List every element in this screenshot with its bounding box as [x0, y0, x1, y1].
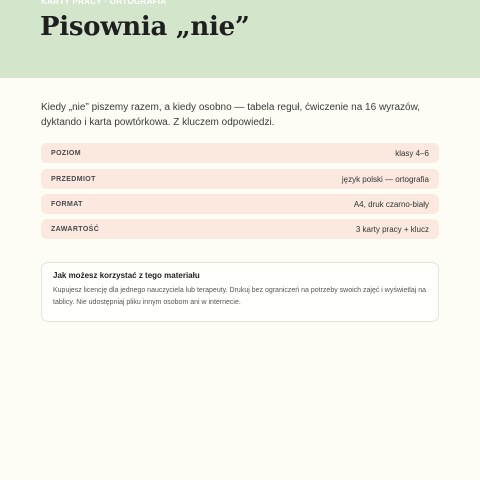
- detail-value: język polski — ortografia: [341, 174, 429, 184]
- page-header: [0, 0, 480, 78]
- product-description: Kiedy „nie” piszemy razem, a kiedy osobno — tabela reguł, ćwiczenie na 16 wyrazów, dyktando i karta powtórkowa. Z kluczem odpowiedzi.: [41, 102, 421, 128]
- license-title: Jak możesz korzystać z tego materiału: [53, 271, 200, 280]
- detail-row-contents: [41, 219, 439, 239]
- detail-row-subject: [41, 169, 439, 189]
- page-title: Pisownia „nie”: [40, 12, 250, 42]
- detail-value: A4, druk czarno-biały: [353, 199, 429, 209]
- license-info-box: [41, 262, 439, 322]
- detail-value: klasy 4–6: [395, 148, 429, 158]
- category-breadcrumb: KARTY PRACY · ORTOGRAFIA: [41, 0, 167, 6]
- detail-value: 3 karty pracy + klucz: [355, 224, 429, 234]
- license-text: Kupujesz licencję dla jednego nauczyciela lub terapeuty. Drukuj bez ograniczeń na potrzeby swoich zajęć i wyświetlaj na tablicy. Nie udostępniaj pliku innym osobom ani w internecie.: [53, 287, 427, 306]
- detail-label: ZAWARTOŚĆ: [51, 225, 100, 233]
- detail-row-format: [41, 194, 439, 214]
- detail-label: PRZEDMIOT: [51, 175, 96, 183]
- detail-label: FORMAT: [51, 200, 83, 208]
- detail-row-level: [41, 143, 439, 163]
- detail-label: POZIOM: [51, 149, 82, 157]
